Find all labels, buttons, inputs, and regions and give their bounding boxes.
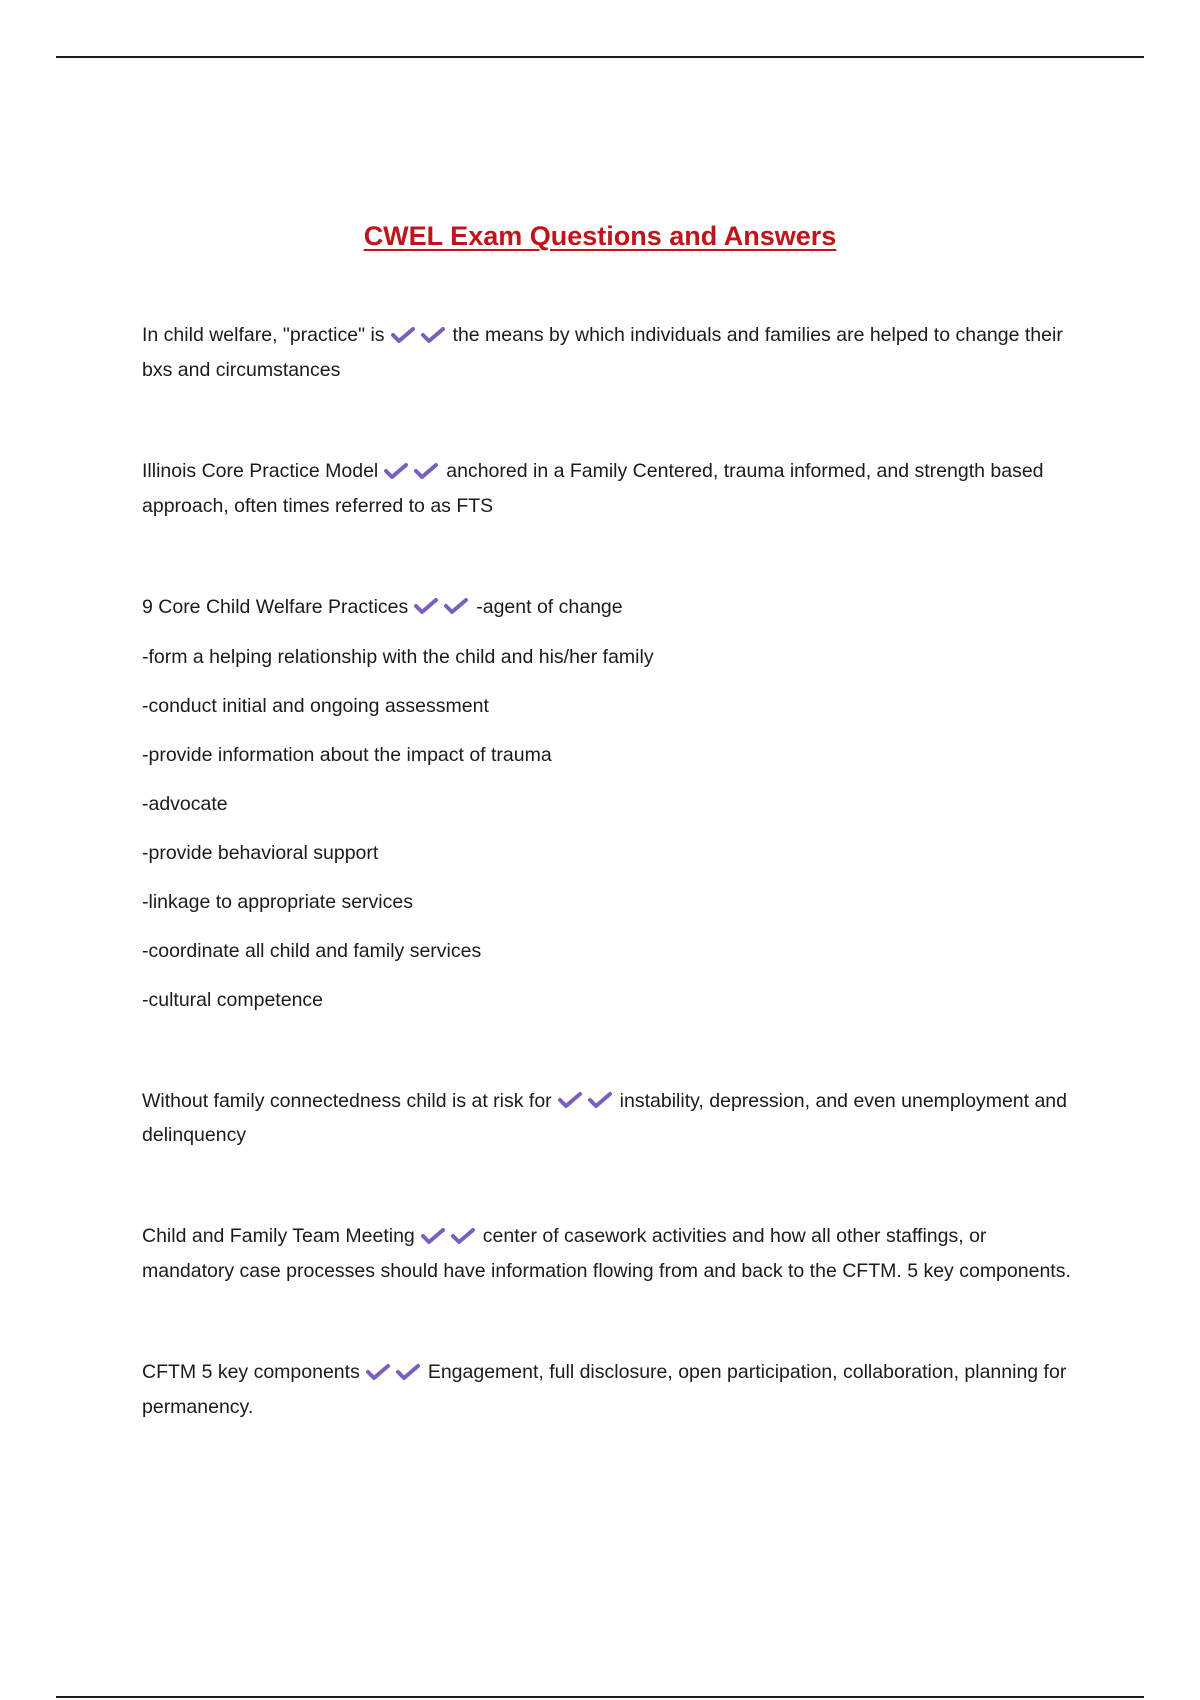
double-check-icon: [384, 453, 442, 487]
question-text: Without family connectedness child is at risk for: [142, 1089, 552, 1112]
list-item: -form a helping relationship with the child and his/her family: [142, 645, 654, 668]
list-item: -conduct initial and ongoing assessment: [142, 694, 489, 717]
qa-item: [142, 1355, 1072, 1424]
answer-text: anchored in a Family Centered, trauma informed, and strength based approach, often times referred to as FTS: [142, 459, 1044, 517]
document-title: CWEL Exam Questions and Answers: [363, 221, 837, 251]
list-item: -advocate: [142, 792, 228, 815]
question-text: Child and Family Team Meeting: [142, 1225, 415, 1248]
list-item: -provide behavioral support: [142, 841, 379, 864]
answer-text: -agent of change: [476, 595, 623, 618]
answer-text: center of casework activities and how all other staffings, or mandatory case processes should have information flowing from and back to the CFTM. 5 key components.: [142, 1225, 1071, 1283]
double-check-icon: [421, 1218, 479, 1252]
list-item: -cultural competence: [142, 988, 324, 1011]
double-check-icon: [391, 317, 449, 351]
list-item: -linkage to appropriate services: [142, 890, 413, 913]
answer-text: instability, depression, and even unemployment and delinquency: [142, 1089, 1068, 1147]
qa-content: [142, 318, 1072, 1424]
qa-item: [142, 1219, 1072, 1288]
qa-item: [142, 590, 1072, 1017]
qa-item: [142, 1084, 1072, 1153]
qa-item: [142, 318, 1072, 387]
question-text: Illinois Core Practice Model: [142, 459, 379, 482]
list-item: -coordinate all child and family services: [142, 939, 482, 962]
top-rule: [56, 56, 1144, 58]
answer-text: the means by which individuals and families are helped to change their bxs and circumstances: [142, 324, 1063, 381]
double-check-icon: [558, 1082, 616, 1116]
double-check-icon: [414, 589, 472, 623]
double-check-icon: [366, 1354, 424, 1388]
bottom-rule: [56, 1696, 1144, 1698]
question-text: In child welfare, "practice" is: [142, 324, 385, 346]
question-text: 9 Core Child Welfare Practices: [142, 595, 409, 618]
answer-text: Engagement, full disclosure, open participation, collaboration, planning for permanency.: [142, 1361, 1067, 1419]
qa-item: [142, 454, 1072, 523]
question-text: CFTM 5 key components: [142, 1361, 360, 1384]
list-item: -provide information about the impact of trauma: [142, 743, 552, 766]
